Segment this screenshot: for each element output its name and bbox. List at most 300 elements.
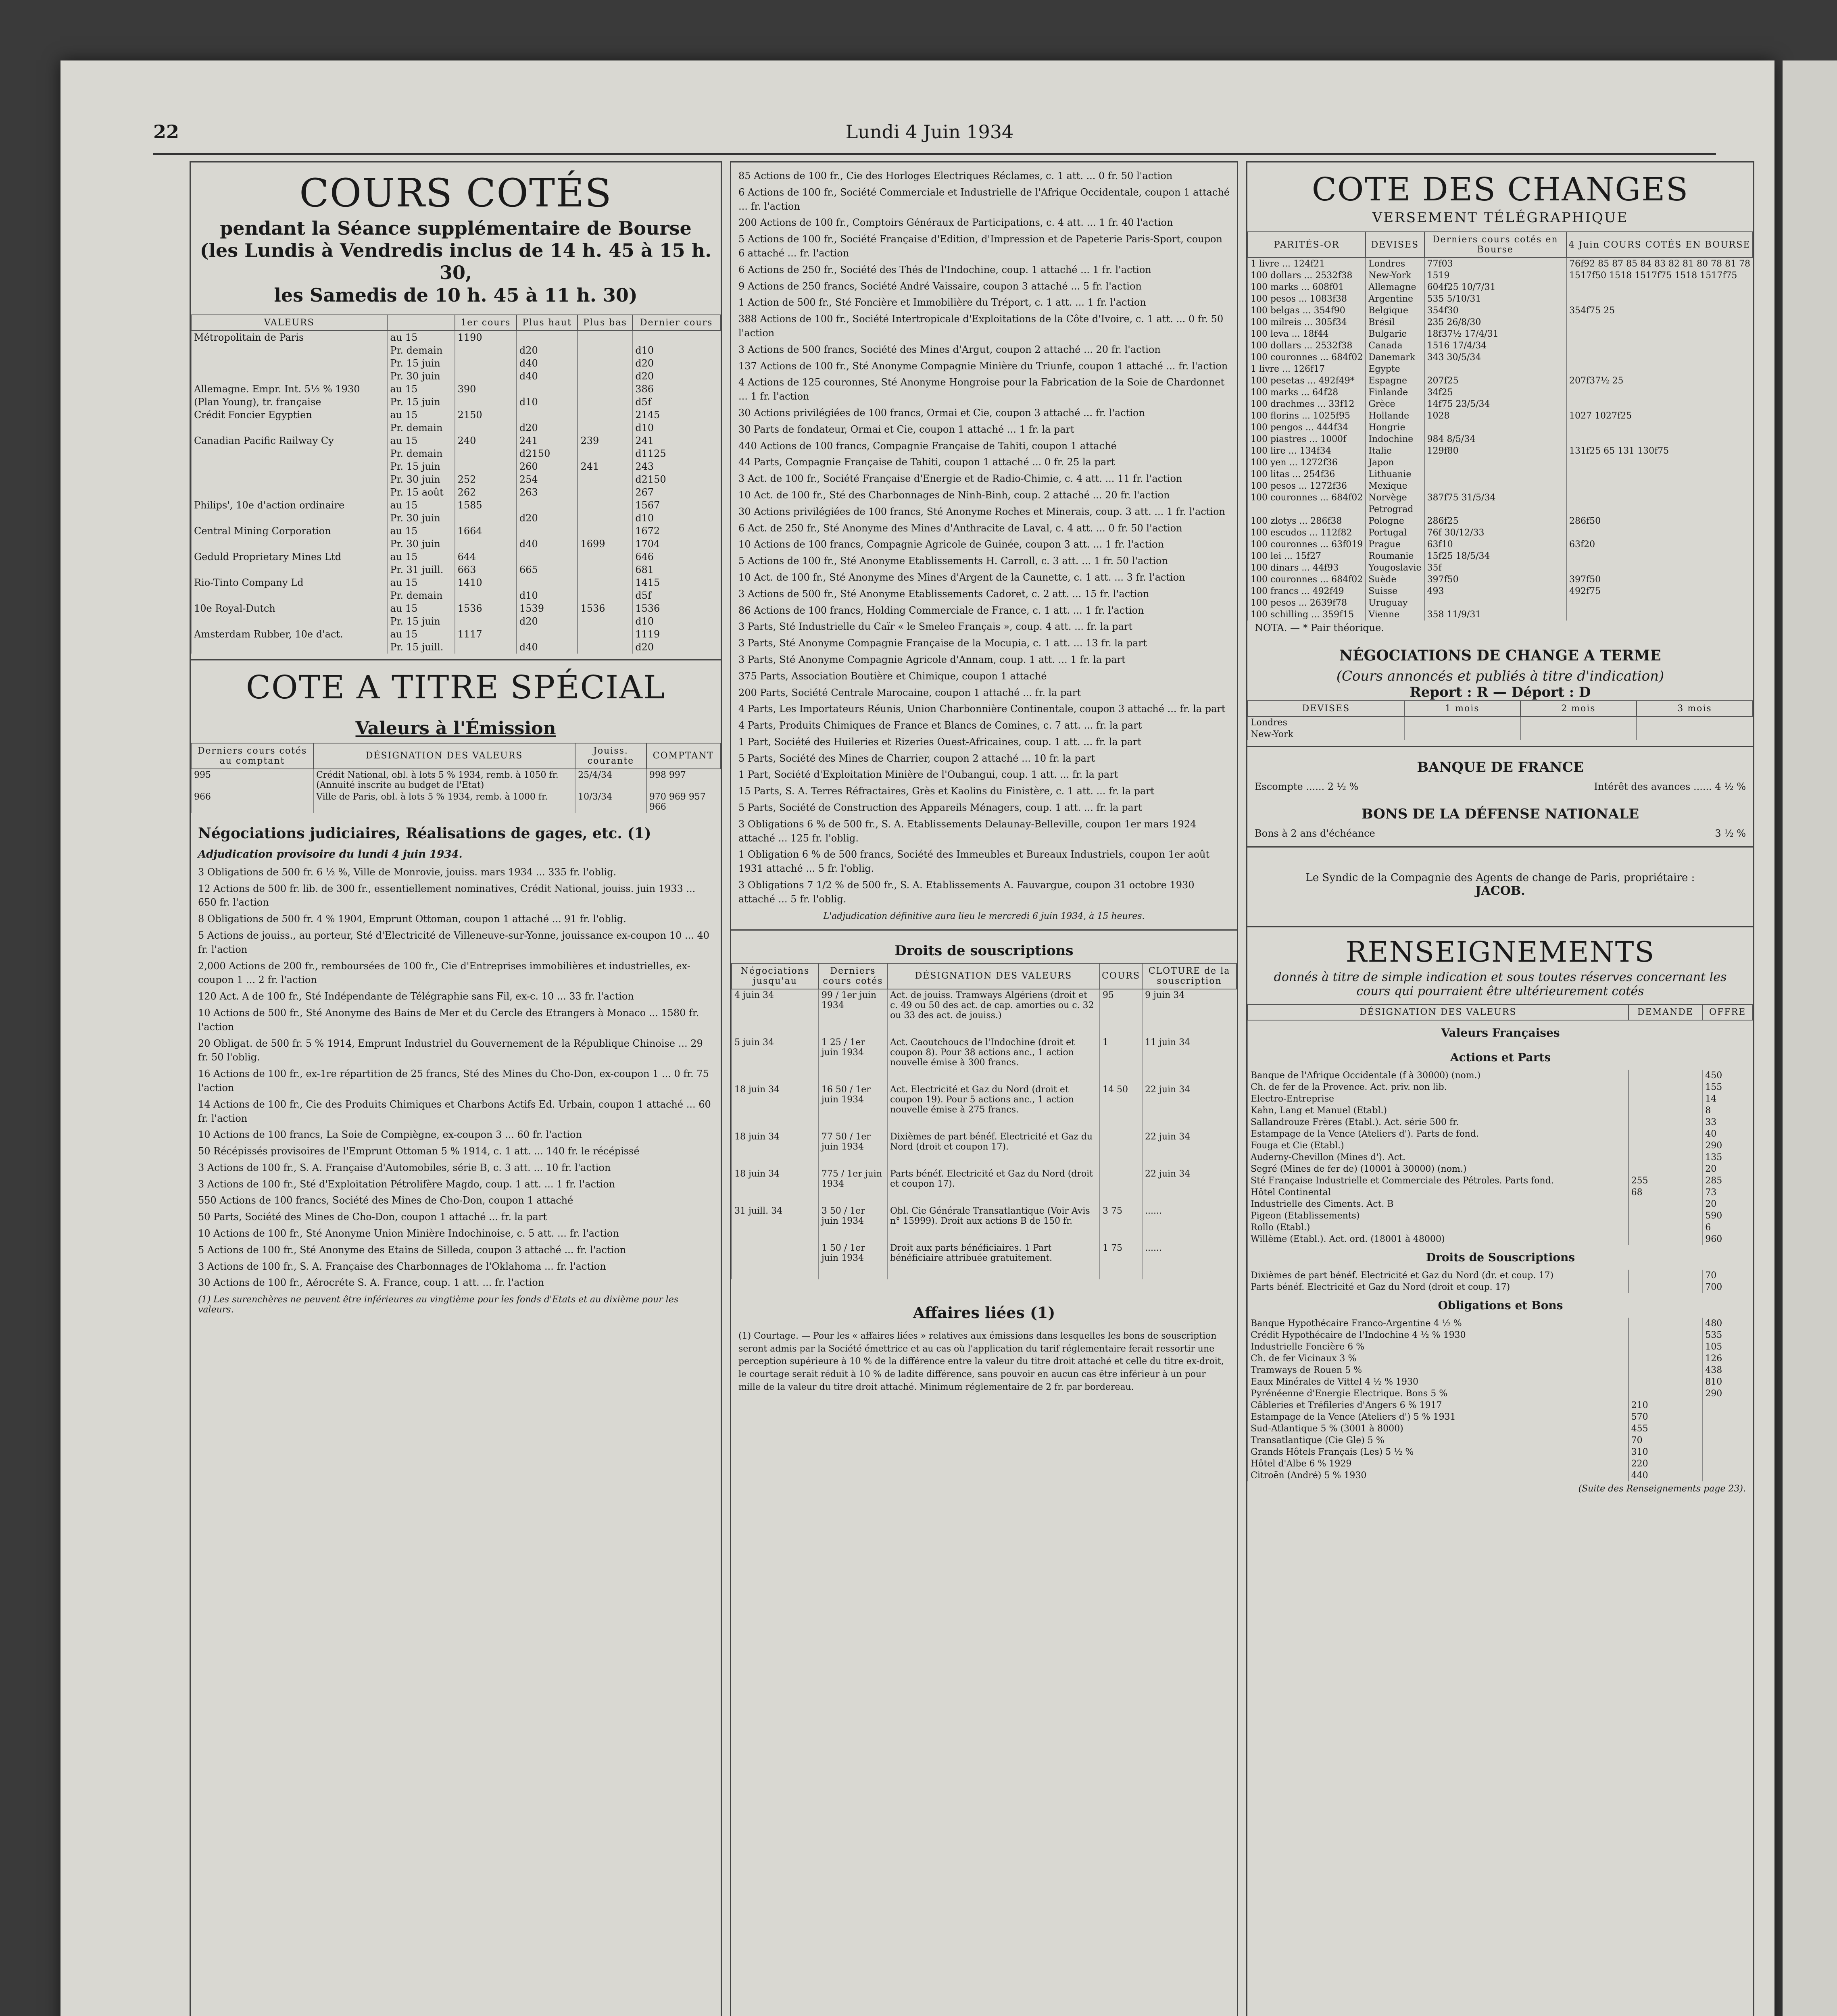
- change-cours: [1566, 504, 1753, 515]
- section-row: [1248, 1245, 1753, 1270]
- change-dev: Brésil: [1366, 317, 1424, 328]
- terme-row-londres: Londres: [1248, 716, 1404, 729]
- renseignement-d: [1628, 1140, 1703, 1152]
- renseignement-row: [1248, 1446, 1753, 1458]
- renseignement-row: [1248, 1388, 1753, 1400]
- renseignement-d: [1628, 1116, 1703, 1128]
- change-row: [1248, 539, 1753, 550]
- change-par: 100 pesos ... 1083f38: [1248, 293, 1366, 305]
- change-prev: [1424, 422, 1566, 433]
- change-par: 100 florins ... 1025f95: [1248, 410, 1366, 422]
- change-row: [1248, 281, 1753, 293]
- bons-rate: [1247, 826, 1753, 841]
- cours-lo: [578, 447, 632, 460]
- change-cours: [1566, 433, 1753, 445]
- change-row: [1248, 270, 1753, 281]
- cours-name: [191, 370, 387, 383]
- change-row: [1248, 258, 1753, 270]
- syndic-line: Le Syndic de la Compagnie des Agents de change de Paris, propriétaire :: [1305, 872, 1695, 884]
- section-row: [1248, 1020, 1753, 1045]
- change-par: 100 piastres ... 1000f: [1248, 433, 1366, 445]
- change-row: [1248, 492, 1753, 504]
- change-prev: 18f37½ 17/4/31: [1424, 328, 1566, 340]
- cours-cotes-hours-2: les Samedis de 10 h. 45 à 11 h. 30): [274, 284, 638, 306]
- renseignement-row: [1248, 1070, 1753, 1081]
- emission-row: [191, 791, 720, 813]
- droits-row: [732, 1168, 1236, 1205]
- renseignement-d: [1628, 1210, 1703, 1222]
- droits-date: 31 juill. 34: [732, 1205, 819, 1242]
- change-prev: 76f 30/12/33: [1424, 527, 1566, 539]
- emission-table: [191, 743, 721, 813]
- renseignement-o: 105: [1702, 1341, 1753, 1353]
- change-dev: Japon: [1366, 457, 1424, 469]
- cours-term: Pr. 30 juin: [387, 370, 455, 383]
- renseignement-name: Estampage de la Vence (Ateliers d'). Parts de fond.: [1248, 1128, 1628, 1140]
- cours-c1: 663: [455, 563, 517, 576]
- cours-row: [191, 641, 720, 654]
- droits-cours: 95: [1100, 989, 1142, 1037]
- cours-c1: [455, 357, 517, 370]
- change-prev: 493: [1424, 585, 1566, 597]
- cours-name: [191, 447, 387, 460]
- change-par: 1 livre ... 124f21: [1248, 258, 1366, 270]
- cours-hi: d10: [517, 589, 578, 602]
- renseignement-d: [1628, 1364, 1703, 1376]
- change-dev: Canada: [1366, 340, 1424, 352]
- cours-cotes-subtitle: pendant la Séance supplémentaire de Bourse: [220, 217, 692, 239]
- col-1er-cours: 1er cours: [455, 315, 517, 331]
- cours-name: Allemagne. Empr. Int. 5½ % 1930: [191, 383, 387, 396]
- renseignement-o: 20: [1702, 1198, 1753, 1210]
- col-devises: DEVISES: [1366, 232, 1424, 258]
- change-cours: [1566, 562, 1753, 574]
- droits-row: [732, 1037, 1236, 1084]
- renseignement-o: 960: [1702, 1233, 1753, 1245]
- adjudication-item: 1 Part, Société des Huileries et Rizeries Ouest-Africaines, coup. 1 att. ... fr. la part: [738, 736, 1142, 748]
- negociation-item: 5 Actions de jouiss., au porteur, Sté d'Electricité de Villeneuve-sur-Yonne, jouissance ex-coupon 10 ... 40 fr. l'action: [198, 929, 709, 955]
- cours-hi: 1539: [517, 602, 578, 615]
- escompte-label: Escompte: [1255, 781, 1303, 792]
- cours-lo: [578, 576, 632, 589]
- next-page-edge: [1783, 60, 1837, 2016]
- cote-titre-special-title: COTE A TITRE SPÉCIAL: [246, 668, 666, 706]
- cours-row: [191, 628, 720, 641]
- change-cours: [1566, 317, 1753, 328]
- bons-label: Bons à 2 ans d'échéance: [1255, 828, 1375, 839]
- cours-row: [191, 357, 720, 370]
- cours-last: d10: [632, 344, 720, 357]
- cours-c1: [455, 447, 517, 460]
- emission-name: Ville de Paris, obl. à lots 5 % 1934, remb. à 1000 fr.: [313, 791, 575, 813]
- cours-c1: 1585: [455, 499, 517, 512]
- droits-name: Obl. Cie Générale Transatlantique (Voir Avis n° 15999). Droit aux actions B de 150 fr.: [887, 1205, 1100, 1242]
- renseignement-row: [1248, 1105, 1753, 1116]
- change-row: [1248, 433, 1753, 445]
- cours-c1: [455, 615, 517, 628]
- change-cours: [1566, 609, 1753, 621]
- cours-name: Crédit Foncier Egyptien: [191, 408, 387, 421]
- change-cours: [1566, 422, 1753, 433]
- adjudication-item: 200 Parts, Société Centrale Marocaine, coupon 1 attaché ... fr. la part: [738, 687, 1081, 698]
- cours-c1: 1536: [455, 602, 517, 615]
- change-prev: 35f: [1424, 562, 1566, 574]
- droits-prev: 1 50 / 1er juin 1934: [819, 1242, 887, 1279]
- col-jouiss: Jouiss. courante: [575, 743, 646, 769]
- cours-row: [191, 525, 720, 537]
- change-prev: 77f03: [1424, 258, 1566, 270]
- page-number: 22: [153, 121, 179, 143]
- cours-last: 1672: [632, 525, 720, 537]
- cours-c1: 644: [455, 550, 517, 563]
- col-plus-bas: Plus bas: [578, 315, 632, 331]
- renseignement-row: [1248, 1318, 1753, 1329]
- negociation-item: 16 Actions de 100 fr., ex-1re répartition de 25 francs, Sté des Mines du Cho-Don, ex-coupon 1 ... 0 fr. 75 l'action: [198, 1068, 709, 1093]
- renseignement-name: Tramways de Rouen 5 %: [1248, 1364, 1628, 1376]
- droits-row: [732, 989, 1236, 1037]
- col-demande: DEMANDE: [1628, 1004, 1703, 1020]
- negociation-item: 2,000 Actions de 200 fr., remboursées de 100 fr., Cie d'Entreprises immobilières et industrielles, ex-coupon 1 ... 2 fr. l'action: [198, 960, 690, 986]
- change-cours: 492f75: [1566, 585, 1753, 597]
- cours-name: Geduld Proprietary Mines Ltd: [191, 550, 387, 563]
- renseignement-o: 40: [1702, 1128, 1753, 1140]
- cours-last: 386: [632, 383, 720, 396]
- adjudication-item: 86 Actions de 100 francs, Holding Commerciale de France, c. 1 att. ... 1 fr. l'action: [738, 604, 1144, 616]
- cours-lo: [578, 357, 632, 370]
- cours-row: [191, 370, 720, 383]
- escompte-value: 2 ½ %: [1327, 781, 1359, 792]
- change-par: 100 dollars ... 2532f38: [1248, 340, 1366, 352]
- renseignement-row: [1248, 1364, 1753, 1376]
- change-par: 100 marks ... 608f01: [1248, 281, 1366, 293]
- renseignement-name: Ch. de fer Vicinaux 3 %: [1248, 1353, 1628, 1364]
- col-3-mois: 3 mois: [1637, 701, 1753, 716]
- col-1-mois: 1 mois: [1404, 701, 1520, 716]
- bons-value: 3 ½ %: [1715, 828, 1746, 839]
- cours-name: [191, 537, 387, 550]
- cours-row: [191, 550, 720, 563]
- cours-lo: [578, 641, 632, 654]
- renseignement-name: Industrielle Foncière 6 %: [1248, 1341, 1628, 1353]
- emission-jouiss: 25/4/34: [575, 769, 646, 791]
- renseignement-row: [1248, 1198, 1753, 1210]
- adjudication-item: 30 Actions privilégiées de 100 francs, Sté Anonyme Roches et Minerais, coup. 3 att. ... 1 fr. l'action: [738, 506, 1226, 517]
- cours-term: au 15: [387, 602, 455, 615]
- change-cours: 131f25 65 131 130f75: [1566, 445, 1753, 457]
- obligations-bons-title: Obligations et Bons: [1248, 1293, 1753, 1318]
- droits-prev: 16 50 / 1er juin 1934: [819, 1084, 887, 1131]
- change-cours: [1566, 340, 1753, 352]
- change-prev: 286f25: [1424, 515, 1566, 527]
- renseignement-o: 590: [1702, 1210, 1753, 1222]
- droits-cloture: 11 juin 34: [1142, 1037, 1236, 1084]
- cours-hi: [517, 499, 578, 512]
- cours-row: [191, 563, 720, 576]
- cours-c1: [455, 641, 517, 654]
- droits-cours: [1100, 1168, 1142, 1205]
- renseignements-table: [1247, 1004, 1753, 1481]
- adjudication-item: 375 Parts, Association Boutière et Chimique, coupon 1 attaché: [738, 670, 1047, 682]
- change-prev: 984 8/5/34: [1424, 433, 1566, 445]
- change-par: 100 couronnes ... 684f02: [1248, 352, 1366, 363]
- change-row: [1248, 340, 1753, 352]
- change-par: 100 francs ... 492f49: [1248, 585, 1366, 597]
- renseignement-d: [1628, 1233, 1703, 1245]
- cours-last: 1536: [632, 602, 720, 615]
- adjudication-item: 30 Parts de fondateur, Ormai et Cie, coupon 1 attaché ... 1 fr. la part: [738, 423, 1074, 435]
- adjudication-item: 5 Parts, Société des Mines de Charrier, coupon 2 attaché ... 10 fr. la part: [738, 752, 1095, 764]
- cours-c1: [455, 460, 517, 473]
- change-prev: 535 5/10/31: [1424, 293, 1566, 305]
- renseignement-o: 438: [1702, 1364, 1753, 1376]
- cours-hi: [517, 331, 578, 344]
- cours-term: Pr. 31 juill.: [387, 563, 455, 576]
- cours-lo: [578, 344, 632, 357]
- cours-c1: [455, 421, 517, 434]
- renseignement-o: 285: [1702, 1175, 1753, 1187]
- cours-last: d10: [632, 512, 720, 525]
- change-dev: New-York: [1366, 270, 1424, 281]
- droits-cloture: ......: [1142, 1242, 1236, 1279]
- cours-row: [191, 499, 720, 512]
- adjudication-item: 3 Obligations 6 % de 500 fr., S. A. Etablissements Delaunay-Belleville, coupon 1er mars 1924 attaché ... 125 fr. l'oblig.: [738, 818, 1197, 844]
- renseignement-row: [1248, 1270, 1753, 1281]
- cours-last: d10: [632, 421, 720, 434]
- change-row: [1248, 317, 1753, 328]
- change-par: 100 couronnes ... 63f019: [1248, 539, 1366, 550]
- cours-term: Pr. demain: [387, 447, 455, 460]
- col-parites: PARITÉS-OR: [1248, 232, 1366, 258]
- cours-row: [191, 615, 720, 628]
- change-par: 100 drachmes ... 33f12: [1248, 398, 1366, 410]
- cours-hi: d2150: [517, 447, 578, 460]
- renseignement-o: 126: [1702, 1353, 1753, 1364]
- cours-name: [191, 473, 387, 486]
- change-row: [1248, 469, 1753, 480]
- col-designation: DÉSIGNATION DES VALEURS: [313, 743, 575, 769]
- syndic-name: JACOB.: [1475, 884, 1525, 898]
- cours-name: Philips', 10e d'action ordinaire: [191, 499, 387, 512]
- change-par: 100 pengos ... 444f34: [1248, 422, 1366, 433]
- section-row: [1248, 1293, 1753, 1318]
- renseignement-o: 6: [1702, 1222, 1753, 1233]
- cours-term: au 15: [387, 383, 455, 396]
- change-prev: [1424, 504, 1566, 515]
- negociation-item: 50 Parts, Société des Mines de Cho-Don, coupon 1 attaché ... fr. la part: [198, 1211, 547, 1223]
- negociation-item: 14 Actions de 100 fr., Cie des Produits Chimiques et Charbons Actifs Ed. Urbain, coupon 1 attaché ... 60 fr. l'action: [198, 1098, 711, 1124]
- renseignement-name: Hôtel d'Albe 6 % 1929: [1248, 1458, 1628, 1470]
- change-cours: [1566, 398, 1753, 410]
- col-offre: OFFRE: [1702, 1004, 1753, 1020]
- droits-cours: [1100, 1131, 1142, 1168]
- cours-row: [191, 602, 720, 615]
- droits-date: 4 juin 34: [732, 989, 819, 1037]
- cours-lo: [578, 525, 632, 537]
- renseignement-o: [1702, 1400, 1753, 1411]
- renseignement-o: [1702, 1411, 1753, 1423]
- affaires-liees-title: Affaires liées (1): [913, 1303, 1055, 1322]
- cours-hi: d40: [517, 641, 578, 654]
- droits-row: [732, 1084, 1236, 1131]
- renseignement-name: Sallandrouze Frères (Etabl.). Act. série 500 fr.: [1248, 1116, 1628, 1128]
- change-prev: 34f25: [1424, 387, 1566, 398]
- renseignement-row: [1248, 1281, 1753, 1293]
- adjudication-item: 3 Obligations 7 1/2 % de 500 fr., S. A. Etablissements A. Fauvargue, coupon 31 octobre 1930 attaché ... 5 fr. l'oblig.: [738, 879, 1195, 905]
- negociation-item: 5 Actions de 100 fr., Sté Anonyme des Etains de Silleda, coupon 3 attaché ... fr. l'action: [198, 1244, 626, 1256]
- renseignement-o: 70: [1702, 1270, 1753, 1281]
- renseignement-name: Sté Française Industrielle et Commerciale des Pétroles. Parts fond.: [1248, 1175, 1628, 1187]
- col-designation: DÉSIGNATION DES VALEURS: [887, 963, 1100, 989]
- negociation-item: 50 Récépissés provisoires de l'Emprunt Ottoman 5 % 1914, c. 1 att. ... 140 fr. le récépissé: [198, 1145, 640, 1157]
- cours-c1: [455, 537, 517, 550]
- adjudication-item: 1 Part, Société d'Exploitation Minière de l'Oubangui, coup. 1 att. ... fr. la part: [738, 769, 1118, 781]
- terme-subtitle: (Cours annoncés et publiés à titre d'indication): [1336, 668, 1664, 684]
- negociation-item: 3 Obligations de 500 fr. 6 ½ %, Ville de Monrovie, jouiss. mars 1934 ... 335 fr. l'oblig.: [198, 866, 617, 878]
- adjudication-item: 10 Actions de 100 francs, Compagnie Agricole de Guinée, coupon 3 att. ... 1 fr. l'action: [738, 539, 1164, 550]
- change-par: 100 couronnes ... 684f02: [1248, 492, 1366, 504]
- change-prev: 1028: [1424, 410, 1566, 422]
- cours-hi: [517, 383, 578, 396]
- cours-hi: d40: [517, 357, 578, 370]
- renseignement-o: 73: [1702, 1187, 1753, 1198]
- adjudication-provisoire: Adjudication provisoire du lundi 4 juin 1934.: [198, 848, 463, 860]
- renseignement-row: [1248, 1341, 1753, 1353]
- cours-term: au 15: [387, 576, 455, 589]
- cours-name: [191, 460, 387, 473]
- cours-lo: [578, 563, 632, 576]
- change-par: 100 zlotys ... 286f38: [1248, 515, 1366, 527]
- renseignement-row: [1248, 1128, 1753, 1140]
- negociation-item: 3 Actions de 100 fr., S. A. Française d'Automobiles, série B, c. 3 att. ... 10 fr. l'action: [198, 1162, 611, 1173]
- change-dev: Mexique: [1366, 480, 1424, 492]
- renseignement-d: 455: [1628, 1423, 1703, 1435]
- cours-name: [191, 421, 387, 434]
- col-cours: COURS: [1100, 963, 1142, 989]
- cours-lo: [578, 628, 632, 641]
- change-dev: Suède: [1366, 574, 1424, 585]
- adjudication-list: [731, 162, 1237, 906]
- terme-table: [1247, 700, 1753, 740]
- renseignement-name: Banque Hypothécaire Franco-Argentine 4 ½ %: [1248, 1318, 1628, 1329]
- adjudication-item: 6 Act. de 250 fr., Sté Anonyme des Mines d'Anthracite de Laval, c. 4 att. ... 0 fr. 50 l'action: [738, 522, 1182, 534]
- change-row: [1248, 398, 1753, 410]
- droits-cloture: ......: [1142, 1205, 1236, 1242]
- cours-last: 1567: [632, 499, 720, 512]
- cours-cotes-hours-1: (les Lundis à Vendredis inclus de 14 h. 45 à 15 h. 30,: [200, 240, 712, 284]
- renseignement-name: Grands Hôtels Français (Les) 5 ½ %: [1248, 1446, 1628, 1458]
- cours-lo: 1536: [578, 602, 632, 615]
- change-dev: Allemagne: [1366, 281, 1424, 293]
- change-dev: Norvège: [1366, 492, 1424, 504]
- change-cours: [1566, 363, 1753, 375]
- cours-term: Pr. demain: [387, 589, 455, 602]
- adjudication-item: 5 Actions de 100 fr., Sté Anonyme Etablissements H. Carroll, c. 3 att. ... 1 fr. 50 l'action: [738, 555, 1168, 567]
- cours-term: Pr. 15 juill.: [387, 641, 455, 654]
- cours-term: au 15: [387, 408, 455, 421]
- interet-label: Intérêt des avances: [1594, 781, 1691, 792]
- renseignement-row: [1248, 1152, 1753, 1163]
- droits-name: Act. Electricité et Gaz du Nord (droit et coupon 19). Pour 5 actions anc., 1 action nouvelle émise à 275 francs.: [887, 1084, 1100, 1131]
- renseignement-name: Ch. de fer de la Provence. Act. priv. non lib.: [1248, 1081, 1628, 1093]
- cote-changes-title: COTE DES CHANGES: [1312, 171, 1689, 208]
- droits-cloture: 22 juin 34: [1142, 1084, 1236, 1131]
- change-row: [1248, 515, 1753, 527]
- renseignement-row: [1248, 1353, 1753, 1364]
- cours-cotes-title: COURS COTÉS: [299, 171, 612, 216]
- droits-name: Parts bénéf. Electricité et Gaz du Nord (droit et coupon 17).: [887, 1168, 1100, 1205]
- valeurs-emission: Valeurs à l'Émission: [355, 718, 556, 739]
- change-dev: Prague: [1366, 539, 1424, 550]
- cours-lo: [578, 370, 632, 383]
- cours-hi: [517, 525, 578, 537]
- change-dev: Lithuanie: [1366, 469, 1424, 480]
- renseignement-o: 535: [1702, 1329, 1753, 1341]
- change-row: [1248, 574, 1753, 585]
- cours-term: Pr. demain: [387, 421, 455, 434]
- change-prev: 604f25 10/7/31: [1424, 281, 1566, 293]
- cours-lo: [578, 550, 632, 563]
- change-row: [1248, 527, 1753, 539]
- cours-last: d5f: [632, 589, 720, 602]
- change-row: [1248, 293, 1753, 305]
- col-derniers-cours: Derniers cours cotés au comptant: [191, 743, 313, 769]
- change-cours: 76f92 85 87 85 84 83 82 81 80 78 81 78: [1566, 258, 1753, 270]
- renseignement-d: [1628, 1081, 1703, 1093]
- renseignement-d: 68: [1628, 1187, 1703, 1198]
- emission-jouiss: 10/3/34: [575, 791, 646, 813]
- renseignement-o: [1702, 1446, 1753, 1458]
- negociation-item: 20 Obligat. de 500 fr. 5 % 1914, Emprunt Industriel du Gouvernement de la République Chinoise ... 29 fr. 50 l'oblig.: [198, 1037, 703, 1063]
- cours-c1: [455, 344, 517, 357]
- adjudication-item: 4 Parts, Les Importateurs Réunis, Union Charbonnière Continentale, coupon 3 attaché ... fr. la part: [738, 703, 1226, 715]
- renseignement-d: [1628, 1270, 1703, 1281]
- adjudication-item: 200 Actions de 100 fr., Comptoirs Généraux de Participations, c. 4 att. ... 1 fr. 40 l'action: [738, 217, 1173, 229]
- renseignement-d: [1628, 1152, 1703, 1163]
- cours-term: Pr. 15 juin: [387, 357, 455, 370]
- changes-note: NOTA. — * Pair théorique.: [1255, 622, 1384, 633]
- cours-name: [191, 344, 387, 357]
- adjudication-item: 1 Obligation 6 % de 500 francs, Société des Immeubles et Bureaux Industriels, coupon 1er août 1931 attaché ... 5 fr. l'oblig.: [738, 849, 1210, 875]
- renseignement-o: 33: [1702, 1116, 1753, 1128]
- change-prev: 207f25: [1424, 375, 1566, 387]
- cours-hi: d40: [517, 537, 578, 550]
- cours-lo: [578, 499, 632, 512]
- renseignement-name: Industrielle des Ciments. Act. B: [1248, 1198, 1628, 1210]
- negociation-item: 10 Actions de 100 fr., Sté Anonyme Union Minière Indochinoise, c. 5 att. ... fr. l'action: [198, 1228, 619, 1239]
- change-par: 100 litas ... 254f36: [1248, 469, 1366, 480]
- change-dev: Vienne: [1366, 609, 1424, 621]
- renseignement-o: 290: [1702, 1140, 1753, 1152]
- change-dev: Portugal: [1366, 527, 1424, 539]
- renseignement-d: [1628, 1353, 1703, 1364]
- col-cloture: CLOTURE de la souscription: [1142, 963, 1236, 989]
- renseignement-row: [1248, 1470, 1753, 1481]
- cours-term: Pr. 30 juin: [387, 473, 455, 486]
- negociations-footnote: (1) Les surenchères ne peuvent être inférieures au vingtième pour les fonds d'Etats et au dixième pour les valeurs.: [198, 1295, 679, 1315]
- adjudication-item: 15 Parts, S. A. Terres Réfractaires, Grès et Kaolins du Finistère, c. 1 att. ... fr. la part: [738, 785, 1155, 797]
- adjudication-item: 388 Actions de 100 fr., Société Intertropicale d'Exploitations de la Côte d'Ivoire, c. 1 att. ... 0 fr. 50 l'action: [738, 313, 1224, 339]
- cours-lo: 1699: [578, 537, 632, 550]
- change-row: [1248, 328, 1753, 340]
- renseignement-row: [1248, 1400, 1753, 1411]
- page-header: [153, 121, 1706, 153]
- change-dev: Espagne: [1366, 375, 1424, 387]
- renseignement-name: Crédit Hypothécaire de l'Indochine 4 ½ % 1930: [1248, 1329, 1628, 1341]
- cours-hi: 241: [517, 434, 578, 447]
- renseignement-o: 700: [1702, 1281, 1753, 1293]
- change-cours: [1566, 387, 1753, 398]
- cours-lo: [578, 331, 632, 344]
